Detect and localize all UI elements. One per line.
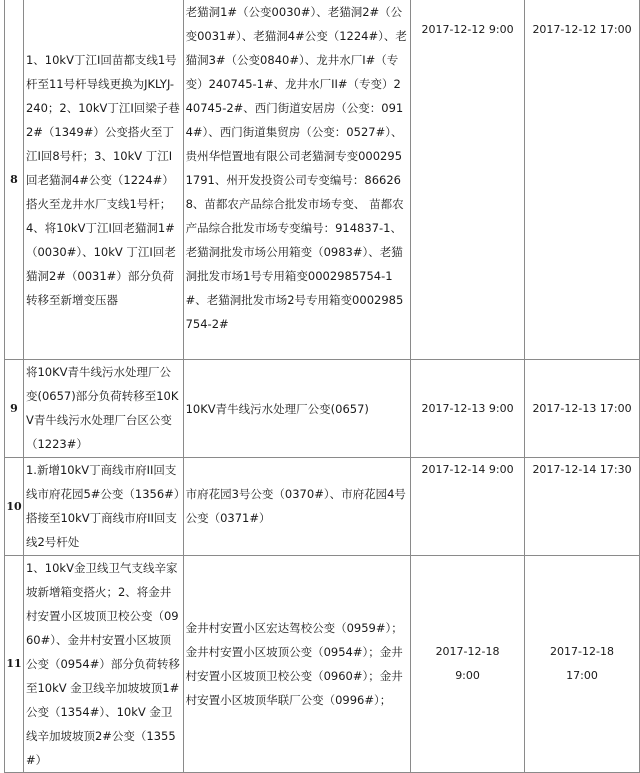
table-row — [5, 360, 640, 458]
row-number: 9 — [5, 360, 24, 458]
affected-scope — [183, 458, 410, 556]
start-time: 2017-12-12 9:00 — [411, 0, 525, 360]
end-time: 2017-12-13 17:00 — [525, 360, 640, 458]
start-time — [411, 556, 525, 773]
table-row — [5, 0, 640, 360]
task-description — [23, 458, 183, 556]
affected-scope — [183, 0, 410, 360]
start-date: 2017-12-18 — [435, 645, 500, 658]
end-date: 2017-12-18 — [550, 645, 614, 658]
task-text: 1、10kV金卫线卫气支线辛家坡新增箱变搭火；2、将金井村安置小区坡顶卫校公变（0960#）、金井村安置小区坡顶公变（0954#）部分负荷转移至10kV 金卫线辛加坡坡顶1#公变（1354#）、10kV 金卫线辛加坡坡顶2#公变（1355#） — [25, 561, 180, 767]
row-number: 11 — [5, 556, 24, 773]
scope-text: 市府花园3号公变（0370#）、市府花园4号公变（0371#） — [185, 487, 406, 525]
task-description — [23, 556, 183, 773]
table-row — [5, 556, 640, 773]
start-time: 2017-12-13 9:00 — [411, 360, 525, 458]
scope-text: 10KV青牛线污水处理厂公变(0657) — [185, 401, 369, 416]
outage-schedule-table — [4, 0, 640, 773]
end-clock: 17:00 — [566, 669, 598, 682]
task-text: 1.新增10kV丁商线市府II回支线市府花园5#公变（1356#）搭接至10kV丁商线市府II回支线2号杆处 — [25, 463, 180, 549]
end-time: 2017-12-14 17:30 — [525, 458, 640, 556]
scope-text: 金井村安置小区宏达驾校公变（0959#）；金井村安置小区坡顶公变（0954#）；金井村安置小区坡顶卫校公变（0960#）；金井村安置小区坡顶华联厂公变（0996#）； — [185, 621, 403, 707]
table-row — [5, 458, 640, 556]
task-text: 1、10kV丁江I回苗都支线1号杆至11号杆导线更换为JKLYJ-240；2、10kV丁江I回梁子巷2#（1349#）公变搭火至丁江I回8号杆；3、10kV 丁江I回老猫洞4#公变（1224#）搭火至龙井水厂支线1号杆；4、将10kV丁江I回老猫洞1#（0030#）、10kV 丁江I回老猫洞2#（0031#）部分负荷转移至新增变压器 — [25, 52, 180, 307]
affected-scope — [183, 360, 410, 458]
start-clock: 9:00 — [455, 669, 480, 682]
task-description — [23, 0, 183, 360]
task-text: 将10KV青牛线污水处理厂公变(0657)部分负荷转移至10KV青牛线污水处理厂台区公变（1223#） — [25, 365, 179, 451]
end-time: 2017-12-12 17:00 — [525, 0, 640, 360]
affected-scope — [183, 556, 410, 773]
row-number: 8 — [5, 0, 24, 360]
task-description — [23, 360, 183, 458]
end-time — [525, 556, 640, 773]
start-time: 2017-12-14 9:00 — [411, 458, 525, 556]
scope-text: 老猫洞1#（公变0030#）、老猫洞2#（公变0031#）、老猫洞4#公变（1224#）、老猫洞3#（公变0840#）、龙井水厂I#（专变）240745-1#、龙井水厂II#（专变）240745-2#、西门街道安居房（公变：0914#）、西门街道集贸房（公变：0527#）、贵州华恺置地有限公司老猫洞专变0002951791、州开发投资公司专变编号：866268、苗都农产品综合批发市场专变、 苗都农产品综合批发市场专变编号：914837-1、老猫洞批发市场公用箱变（0983#）、老猫洞批发市场1号专用箱变0002985754-1#、老猫洞批发市场2号专用箱变0002985754-2# — [185, 5, 407, 331]
row-number: 10 — [5, 458, 24, 556]
